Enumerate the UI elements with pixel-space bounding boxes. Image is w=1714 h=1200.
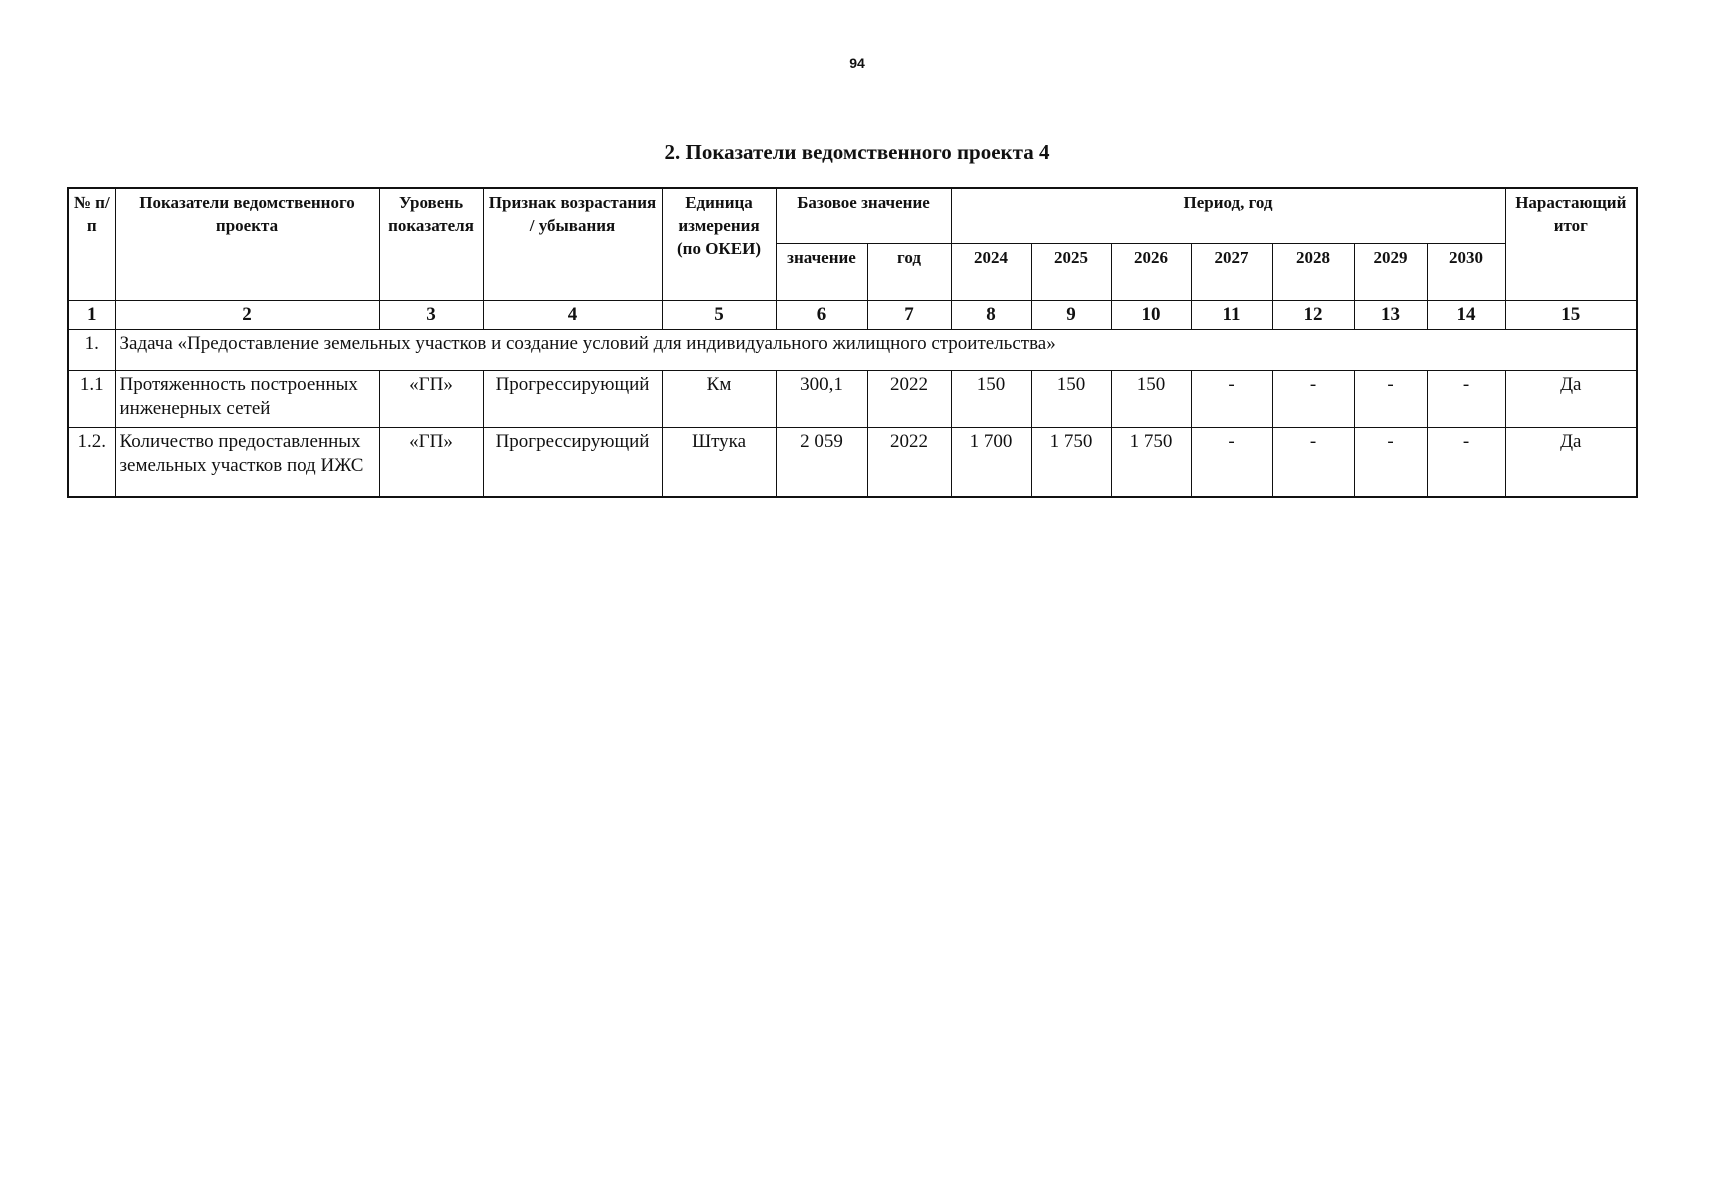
header-base-value-value: значение xyxy=(776,244,867,301)
table-row xyxy=(68,371,1637,428)
column-number: 3 xyxy=(379,301,483,330)
column-number: 10 xyxy=(1111,301,1191,330)
row-value-2025: 1 750 xyxy=(1031,428,1111,498)
row-base-year: 2022 xyxy=(867,371,951,428)
row-indicator: Количество предоставленных земельных участков под ИЖС xyxy=(115,428,379,498)
header-indicator: Показатели ведомственного проекта xyxy=(115,188,379,301)
row-base-year: 2022 xyxy=(867,428,951,498)
row-value-2024: 1 700 xyxy=(951,428,1031,498)
indicators-table xyxy=(67,187,1638,498)
row-value-2029: - xyxy=(1354,371,1427,428)
header-year-2025: 2025 xyxy=(1031,244,1111,301)
header-base-value-year: год xyxy=(867,244,951,301)
row-value-2029: - xyxy=(1354,428,1427,498)
row-value-2028: - xyxy=(1272,371,1354,428)
column-number: 1 xyxy=(68,301,115,330)
header-trend: Признак возрастания / убывания xyxy=(483,188,662,301)
row-indicator: Протяженность построенных инженерных сетей xyxy=(115,371,379,428)
row-value-2024: 150 xyxy=(951,371,1031,428)
row-value-2026: 1 750 xyxy=(1111,428,1191,498)
header-year-2024: 2024 xyxy=(951,244,1031,301)
column-number: 5 xyxy=(662,301,776,330)
row-value-2025: 150 xyxy=(1031,371,1111,428)
header-year-2026: 2026 xyxy=(1111,244,1191,301)
column-number: 14 xyxy=(1427,301,1505,330)
task-row xyxy=(68,330,1637,371)
page-number: 94 xyxy=(849,55,865,71)
row-value-2027: - xyxy=(1191,428,1272,498)
row-unit: Км xyxy=(662,371,776,428)
row-value-2030: - xyxy=(1427,428,1505,498)
row-unit: Штука xyxy=(662,428,776,498)
column-number: 8 xyxy=(951,301,1031,330)
column-number: 12 xyxy=(1272,301,1354,330)
header-year-2029: 2029 xyxy=(1354,244,1427,301)
header-year-2027: 2027 xyxy=(1191,244,1272,301)
header-num: № п/п xyxy=(68,188,115,301)
row-base-value: 300,1 xyxy=(776,371,867,428)
row-total: Да xyxy=(1505,428,1637,498)
header-unit: Единица измерения (по ОКЕИ) xyxy=(662,188,776,301)
row-number: 1.1 xyxy=(68,371,115,428)
row-base-value: 2 059 xyxy=(776,428,867,498)
column-number: 7 xyxy=(867,301,951,330)
row-total: Да xyxy=(1505,371,1637,428)
task-number: 1. xyxy=(68,330,115,371)
header-total: Нарастающий итог xyxy=(1505,188,1637,301)
row-number: 1.2. xyxy=(68,428,115,498)
row-level: «ГП» xyxy=(379,371,483,428)
column-number: 9 xyxy=(1031,301,1111,330)
row-level: «ГП» xyxy=(379,428,483,498)
header-base-value: Базовое значение xyxy=(776,188,951,244)
header-level: Уровень показателя xyxy=(379,188,483,301)
column-number: 6 xyxy=(776,301,867,330)
row-trend: Прогрессирующий xyxy=(483,371,662,428)
header-period: Период, год xyxy=(951,188,1505,244)
table-row xyxy=(68,428,1637,498)
header-year-2028: 2028 xyxy=(1272,244,1354,301)
row-value-2026: 150 xyxy=(1111,371,1191,428)
row-value-2030: - xyxy=(1427,371,1505,428)
row-trend: Прогрессирующий xyxy=(483,428,662,498)
column-number-row xyxy=(68,301,1637,330)
column-number: 13 xyxy=(1354,301,1427,330)
column-number: 11 xyxy=(1191,301,1272,330)
column-number: 4 xyxy=(483,301,662,330)
task-text: Задача «Предоставление земельных участков и создание условий для индивидуального жилищного строительства» xyxy=(115,330,1637,371)
document-title: 2. Показатели ведомственного проекта 4 xyxy=(664,140,1050,164)
row-value-2028: - xyxy=(1272,428,1354,498)
row-value-2027: - xyxy=(1191,371,1272,428)
column-number: 2 xyxy=(115,301,379,330)
header-year-2030: 2030 xyxy=(1427,244,1505,301)
column-number: 15 xyxy=(1505,301,1637,330)
